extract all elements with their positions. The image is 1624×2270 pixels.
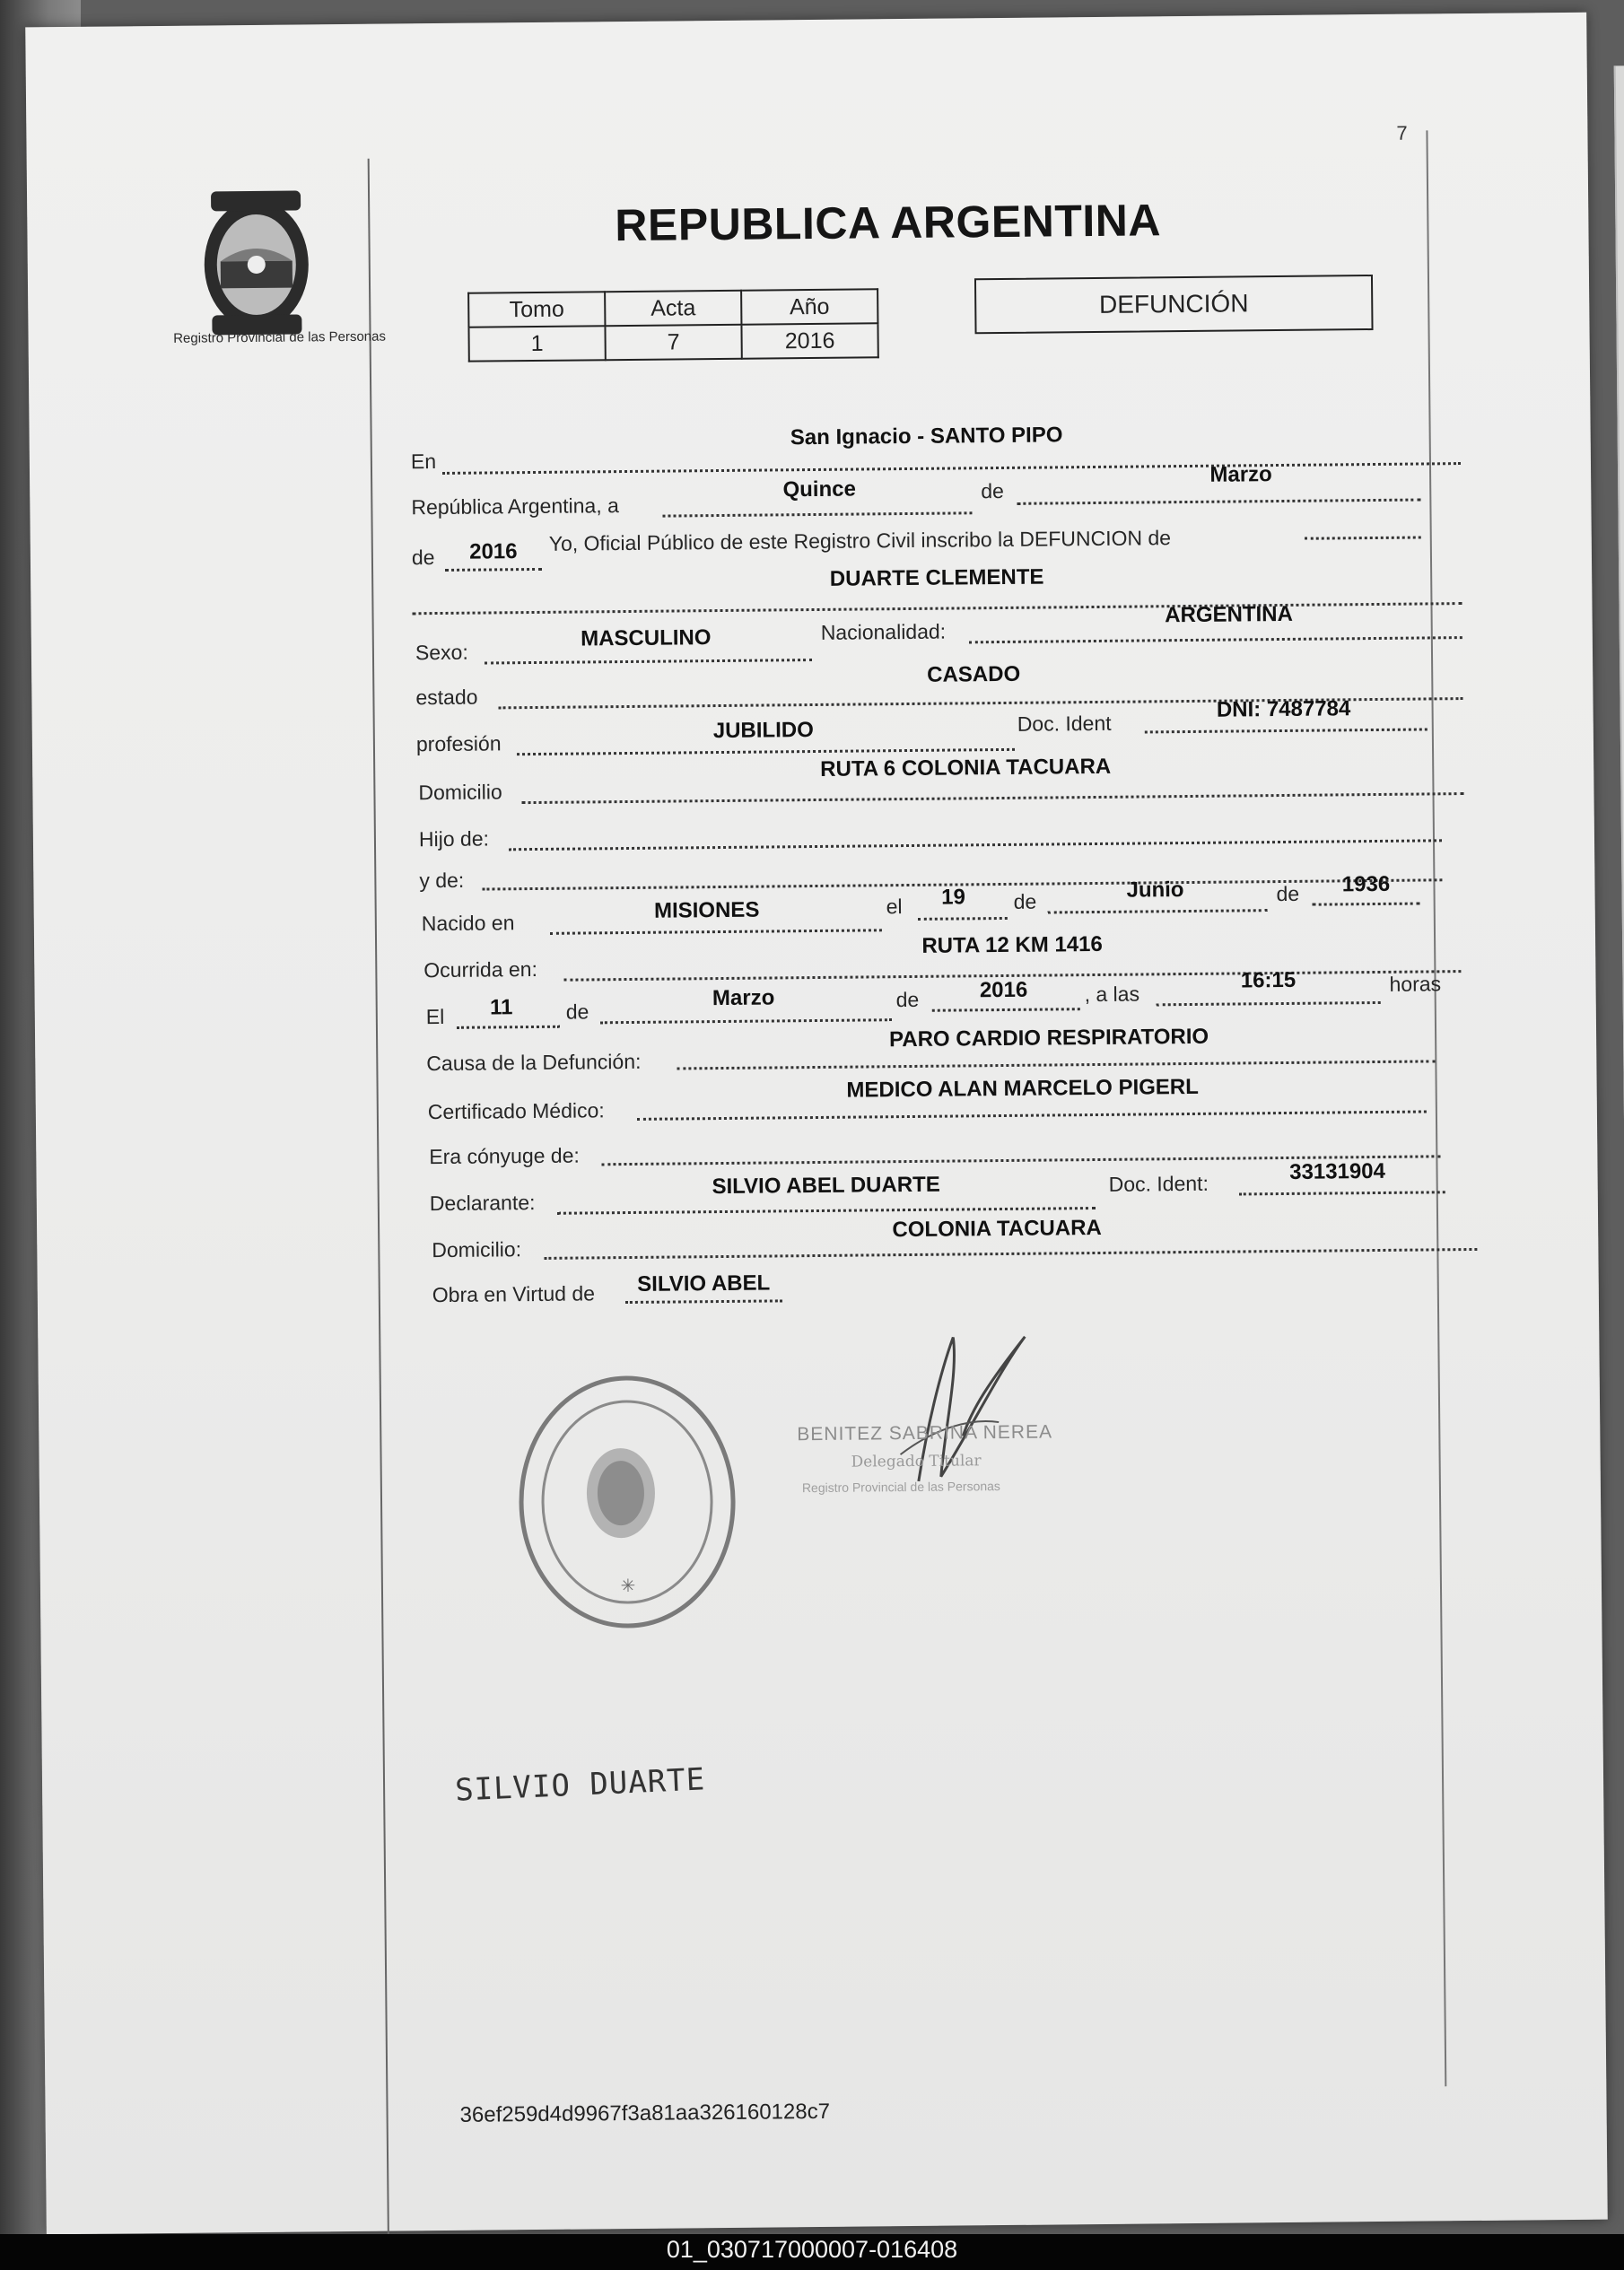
value-doc-ident: DNI: 7487784 bbox=[1216, 696, 1351, 722]
dotted-line bbox=[1239, 1191, 1445, 1195]
dotted-line bbox=[1157, 1001, 1381, 1006]
dotted-line bbox=[1048, 909, 1268, 913]
label-el: el bbox=[886, 895, 903, 919]
value-certificado: MEDICO ALAN MARCELO PIGERL bbox=[846, 1074, 1199, 1103]
value-nacionalidad: ARGENTINA bbox=[1165, 601, 1294, 628]
dotted-line bbox=[932, 1008, 1080, 1012]
value-place: San Ignacio - SANTO PIPO bbox=[790, 423, 1063, 450]
dotted-line bbox=[557, 1207, 1096, 1215]
label-de: de bbox=[981, 478, 1004, 503]
label-de: de bbox=[565, 1000, 589, 1024]
dotted-line bbox=[1305, 537, 1421, 540]
label-en: En bbox=[410, 450, 437, 474]
inscription-text: Yo, Oficial Público de este Registro Civil inscribo la DEFUNCION de bbox=[548, 526, 1172, 555]
dotted-line bbox=[662, 511, 972, 517]
value-ano: 2016 bbox=[741, 323, 877, 358]
label-el: El bbox=[425, 1004, 445, 1029]
value-profesion: JUBILIDO bbox=[712, 718, 814, 744]
value-birth-year: 1936 bbox=[1341, 871, 1391, 897]
footer-id: 01_030717000007-016408 bbox=[666, 2236, 958, 2263]
label-domicilio: Domicilio bbox=[418, 780, 502, 805]
label-estado: estado bbox=[415, 685, 478, 710]
value-domicilio-2: COLONIA TACUARA bbox=[892, 1215, 1102, 1243]
label-de: de bbox=[1013, 889, 1037, 913]
value-acta: 7 bbox=[605, 325, 741, 360]
value-doc-ident-2: 33131904 bbox=[1289, 1158, 1386, 1184]
dotted-line bbox=[522, 792, 1464, 804]
dotted-line bbox=[677, 1060, 1435, 1070]
document-hash: 36ef259d4d9967f3a81aa326160128c7 bbox=[459, 2099, 831, 2127]
value-ocurrida: RUTA 12 KM 1416 bbox=[921, 931, 1103, 958]
label-de: de bbox=[895, 987, 920, 1012]
dotted-line bbox=[517, 748, 1015, 755]
value-obra: SILVIO ABEL bbox=[637, 1270, 771, 1297]
label-sexo: Sexo: bbox=[415, 640, 468, 665]
certificate-page bbox=[25, 13, 1608, 2235]
official-seal-icon bbox=[514, 1366, 741, 1637]
label-hijo: Hijo de: bbox=[418, 826, 490, 851]
record-type-box: DEFUNCIÓN bbox=[974, 275, 1374, 334]
label-declarante: Declarante: bbox=[429, 1191, 536, 1216]
record-table-header-row bbox=[468, 289, 877, 327]
label-de: de bbox=[1276, 881, 1300, 906]
label-nacionalidad: Nacionalidad: bbox=[820, 619, 947, 644]
value-nacido: MISIONES bbox=[653, 897, 760, 923]
header-ano: Año bbox=[741, 289, 877, 324]
signatory-role: Delegado Titular bbox=[851, 1452, 982, 1471]
dotted-line bbox=[625, 1299, 782, 1304]
record-table-value-row bbox=[468, 323, 877, 361]
dotted-line bbox=[1145, 728, 1428, 733]
signatory-name: BENITEZ SABRINA NEREA bbox=[797, 1421, 1053, 1445]
dotted-line bbox=[637, 1110, 1427, 1120]
dotted-line bbox=[544, 1248, 1477, 1260]
record-table bbox=[467, 288, 879, 362]
left-margin-line bbox=[368, 159, 389, 2240]
value-domicilio: RUTA 6 COLONIA TACUARA bbox=[820, 754, 1112, 781]
label-domicilio-2: Domicilio: bbox=[432, 1237, 522, 1262]
dotted-line bbox=[1017, 499, 1420, 505]
dotted-line bbox=[485, 659, 812, 665]
value-death-time: 16:15 bbox=[1240, 967, 1297, 993]
value-tomo: 1 bbox=[468, 326, 605, 361]
handwritten-note: SILVIO DUARTE bbox=[454, 1761, 706, 1809]
registry-label: Registro Provincial de las Personas bbox=[173, 328, 387, 346]
value-declarante: SILVIO ABEL DUARTE bbox=[712, 1172, 940, 1200]
svg-text:✳: ✳ bbox=[620, 1576, 636, 1597]
signatory-org: Registro Provincial de las Personas bbox=[801, 1479, 1000, 1496]
value-birth-month: Junio bbox=[1126, 877, 1184, 903]
label-nacido: Nacido en bbox=[421, 911, 515, 936]
value-death-year: 2016 bbox=[979, 977, 1028, 1003]
label-conyuge: Era cónyuge de: bbox=[429, 1143, 580, 1169]
value-causa: PARO CARDIO RESPIRATORIO bbox=[888, 1024, 1209, 1052]
dotted-line bbox=[600, 1018, 892, 1024]
label-doc-ident-2: Doc. Ident: bbox=[1108, 1171, 1209, 1196]
dotted-line bbox=[509, 839, 1442, 851]
dotted-line bbox=[1313, 903, 1420, 906]
page-number: 7 bbox=[1396, 121, 1408, 144]
label-republica: República Argentina, a bbox=[411, 493, 619, 519]
value-death-day: 11 bbox=[489, 995, 513, 1020]
value-deceased-name: DUARTE CLEMENTE bbox=[829, 564, 1044, 591]
value-sexo: MASCULINO bbox=[581, 625, 712, 651]
label-certificado: Certificado Médico: bbox=[427, 1098, 605, 1124]
dotted-line bbox=[918, 917, 1008, 921]
value-day: Quince bbox=[782, 476, 857, 502]
header-tomo: Tomo bbox=[468, 292, 605, 327]
label-de: de bbox=[411, 546, 435, 570]
value-month: Marzo bbox=[1209, 462, 1272, 487]
dotted-line bbox=[457, 1026, 560, 1029]
dotted-line bbox=[969, 636, 1462, 643]
right-margin-line bbox=[1426, 130, 1446, 2086]
label-doc-ident: Doc. Ident bbox=[1017, 711, 1112, 736]
dotted-line bbox=[445, 568, 542, 572]
label-y-de: y de: bbox=[419, 868, 465, 893]
value-year: 2016 bbox=[469, 539, 518, 564]
header-acta: Acta bbox=[605, 291, 741, 326]
label-ocurrida: Ocurrida en: bbox=[423, 956, 538, 982]
label-horas: horas bbox=[1389, 972, 1442, 996]
paper-edge bbox=[1614, 65, 1624, 2237]
value-birth-day: 19 bbox=[941, 885, 966, 910]
label-obra: Obra en Virtud de bbox=[432, 1281, 596, 1307]
value-estado: CASADO bbox=[927, 661, 1021, 687]
label-a-las: , a las bbox=[1084, 982, 1140, 1007]
label-profesion: profesión bbox=[415, 731, 502, 756]
label-causa: Causa de la Defunción: bbox=[426, 1049, 642, 1076]
provincial-crest-icon bbox=[184, 181, 329, 340]
document-title: REPUBLICA ARGENTINA bbox=[615, 195, 1162, 251]
value-death-month: Marzo bbox=[712, 985, 775, 1011]
